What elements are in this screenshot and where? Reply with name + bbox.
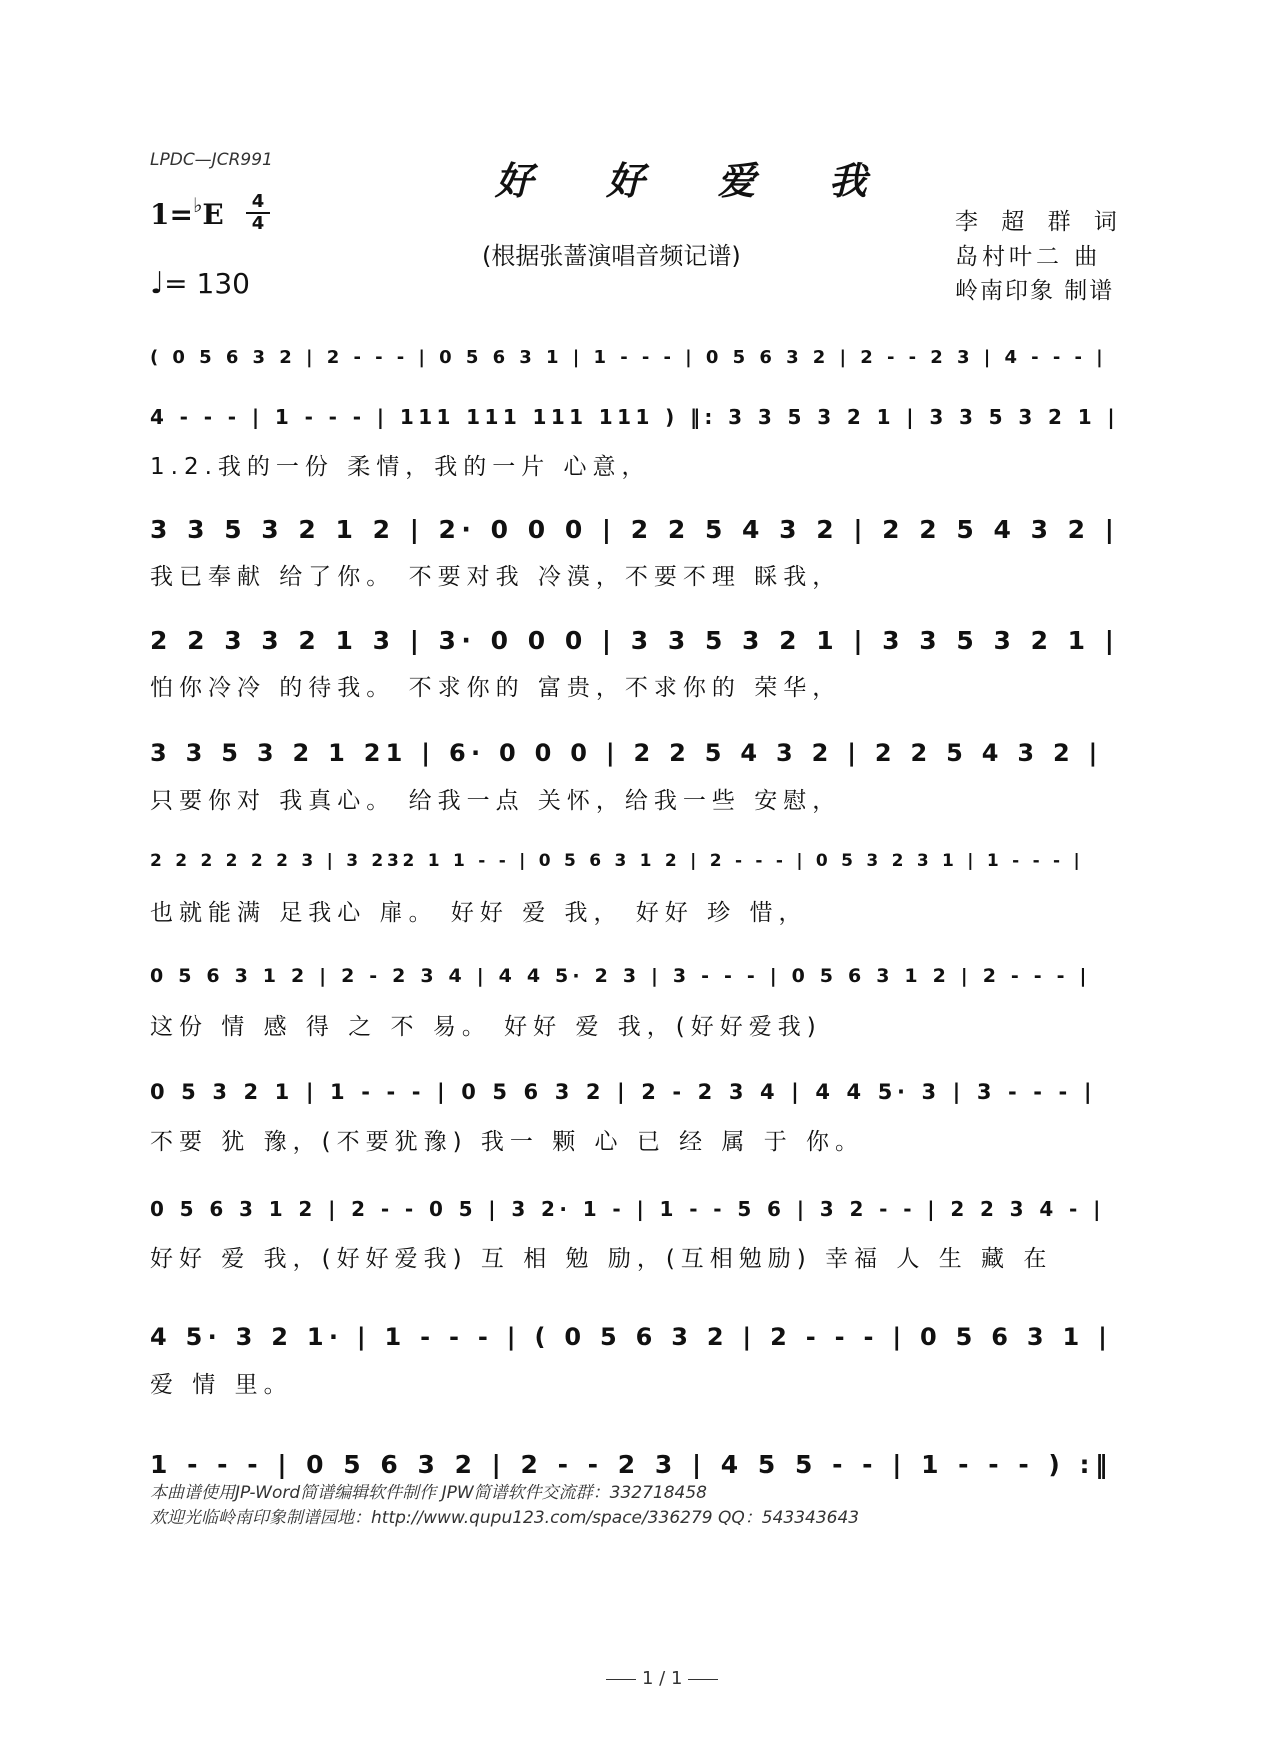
lyrics-line: 怕你冷冷 的待我。 不求你的 富贵，不求你的 荣华，: [150, 675, 842, 701]
score-system: [150, 513, 1130, 553]
notation-line: 0 5 6 3 1 2 | 2 - - 0 5 | 3 2· 1 - | 1 - - 5 6 | 3 2 - - | 2 2 3 4 - |: [150, 1197, 1105, 1221]
lyrics-line: 只要你对 我真心。 给我一点 关怀，给我一些 安慰，: [150, 788, 842, 814]
time-signature-top: 4: [251, 191, 265, 212]
score-system: [150, 403, 1130, 443]
lyrics-line: 1.2.我的一份 柔情，我的一片 心意，: [150, 454, 651, 480]
footer-website-note: 欢迎光临岭南印象制谱园地：http://www.qupu123.com/space/336279 QQ：543343643: [150, 1508, 860, 1528]
credit-composer: 岛村叶二 曲: [955, 244, 1102, 270]
credit-arranger: 岭南印象 制谱: [955, 278, 1115, 304]
lyrics-line: 好好 爱 我，(好好爱我) 互 相 勉 励，(互相勉励) 幸福 人 生 藏 在: [150, 1246, 1053, 1272]
score-system: [150, 849, 1130, 889]
notation-line: 0 5 3 2 1 | 1 - - - | 0 5 6 3 2 | 2 - 2 3 4 | 4 4 5· 3 | 3 - - - |: [150, 1080, 1097, 1104]
lyrics-line: 爱 情 里。: [150, 1372, 293, 1398]
flat-sign: ♭: [192, 193, 203, 217]
key-prefix: 1=: [150, 198, 193, 231]
page-number: 1 / 1: [600, 1668, 724, 1689]
key-signature: [150, 193, 224, 231]
score-system: [150, 737, 1130, 777]
lyrics-line: 不要 犹 豫，(不要犹豫) 我一 颗 心 已 经 属 于 你。: [150, 1129, 865, 1155]
notation-line: 2 2 2 2 2 2 3 | 3 232 1 1 - - | 0 5 6 3 1 2 | 2 - - - | 0 5 3 2 3 1 | 1 - - - |: [150, 851, 1084, 871]
subtitle: (根据张蔷演唱音频记谱): [482, 242, 741, 270]
credit-lyricist: 李 超 群 词: [955, 209, 1125, 235]
lyrics-line: 这份 情 感 得 之 不 易。 好好 爱 我，(好好爱我): [150, 1014, 822, 1040]
notation-line: 2 2 3 3 2 1 3 | 3· 0 0 0 | 3 3 5 3 2 1 | 3 3 5 3 2 1 |: [150, 626, 1120, 655]
notation-line: 4 - - - | 1 - - - | 111 111 111 111 ) ‖: 3 3 5 3 2 1 | 3 3 5 3 2 1 |: [150, 405, 1120, 429]
lyrics-line: 我已奉献 给了你。 不要对我 冷漠，不要不理 睬我，: [150, 564, 842, 590]
quarter-note-icon: ♩: [150, 266, 165, 301]
notation-line: ( 0 5 6 3 2 | 2 - - - | 0 5 6 3 1 | 1 - - - | 0 5 6 3 2 | 2 - - 2 3 | 4 - - - |: [150, 347, 1107, 368]
notation-line: 0 5 6 3 1 2 | 2 - 2 3 4 | 4 4 5· 2 3 | 3 - - - | 0 5 6 3 1 2 | 2 - - - |: [150, 965, 1091, 987]
time-signature: [246, 192, 270, 234]
score-system: [150, 1321, 1130, 1361]
score-system: [150, 624, 1130, 664]
tempo-marking: [150, 266, 250, 301]
tempo-value: = 130: [164, 267, 250, 300]
score-system: [150, 1195, 1130, 1235]
notation-line: 4 5· 3 2 1· | 1 - - - | ( 0 5 6 3 2 | 2 - - - | 0 5 6 3 1 |: [150, 1323, 1113, 1351]
lyrics-line: 也就能满 足我心 扉。 好好 爱 我， 好好 珍 惜，: [150, 900, 808, 926]
notation-line: 3 3 5 3 2 1 2 | 2· 0 0 0 | 2 2 5 4 3 2 | 2 2 5 4 3 2 |: [150, 515, 1120, 544]
score-system: [150, 963, 1130, 1003]
score-system: [150, 1078, 1130, 1118]
song-title: 好 好 爱 我: [495, 158, 897, 203]
score-system: [150, 345, 1130, 385]
time-signature-bottom: 4: [246, 212, 270, 234]
document-code: LPDC—JCR991: [150, 150, 273, 170]
key-letter: E: [202, 198, 224, 231]
footer-software-note: 本曲谱使用JP-Word简谱编辑软件制作 JPW简谱软件交流群：332718458: [150, 1483, 707, 1503]
notation-line: 1 - - - | 0 5 6 3 2 | 2 - - 2 3 | 4 5 5 - - | 1 - - - ) :‖: [150, 1450, 1114, 1479]
notation-line: 3 3 5 3 2 1 21 | 6· 0 0 0 | 2 2 5 4 3 2 | 2 2 5 4 3 2 |: [150, 739, 1103, 767]
